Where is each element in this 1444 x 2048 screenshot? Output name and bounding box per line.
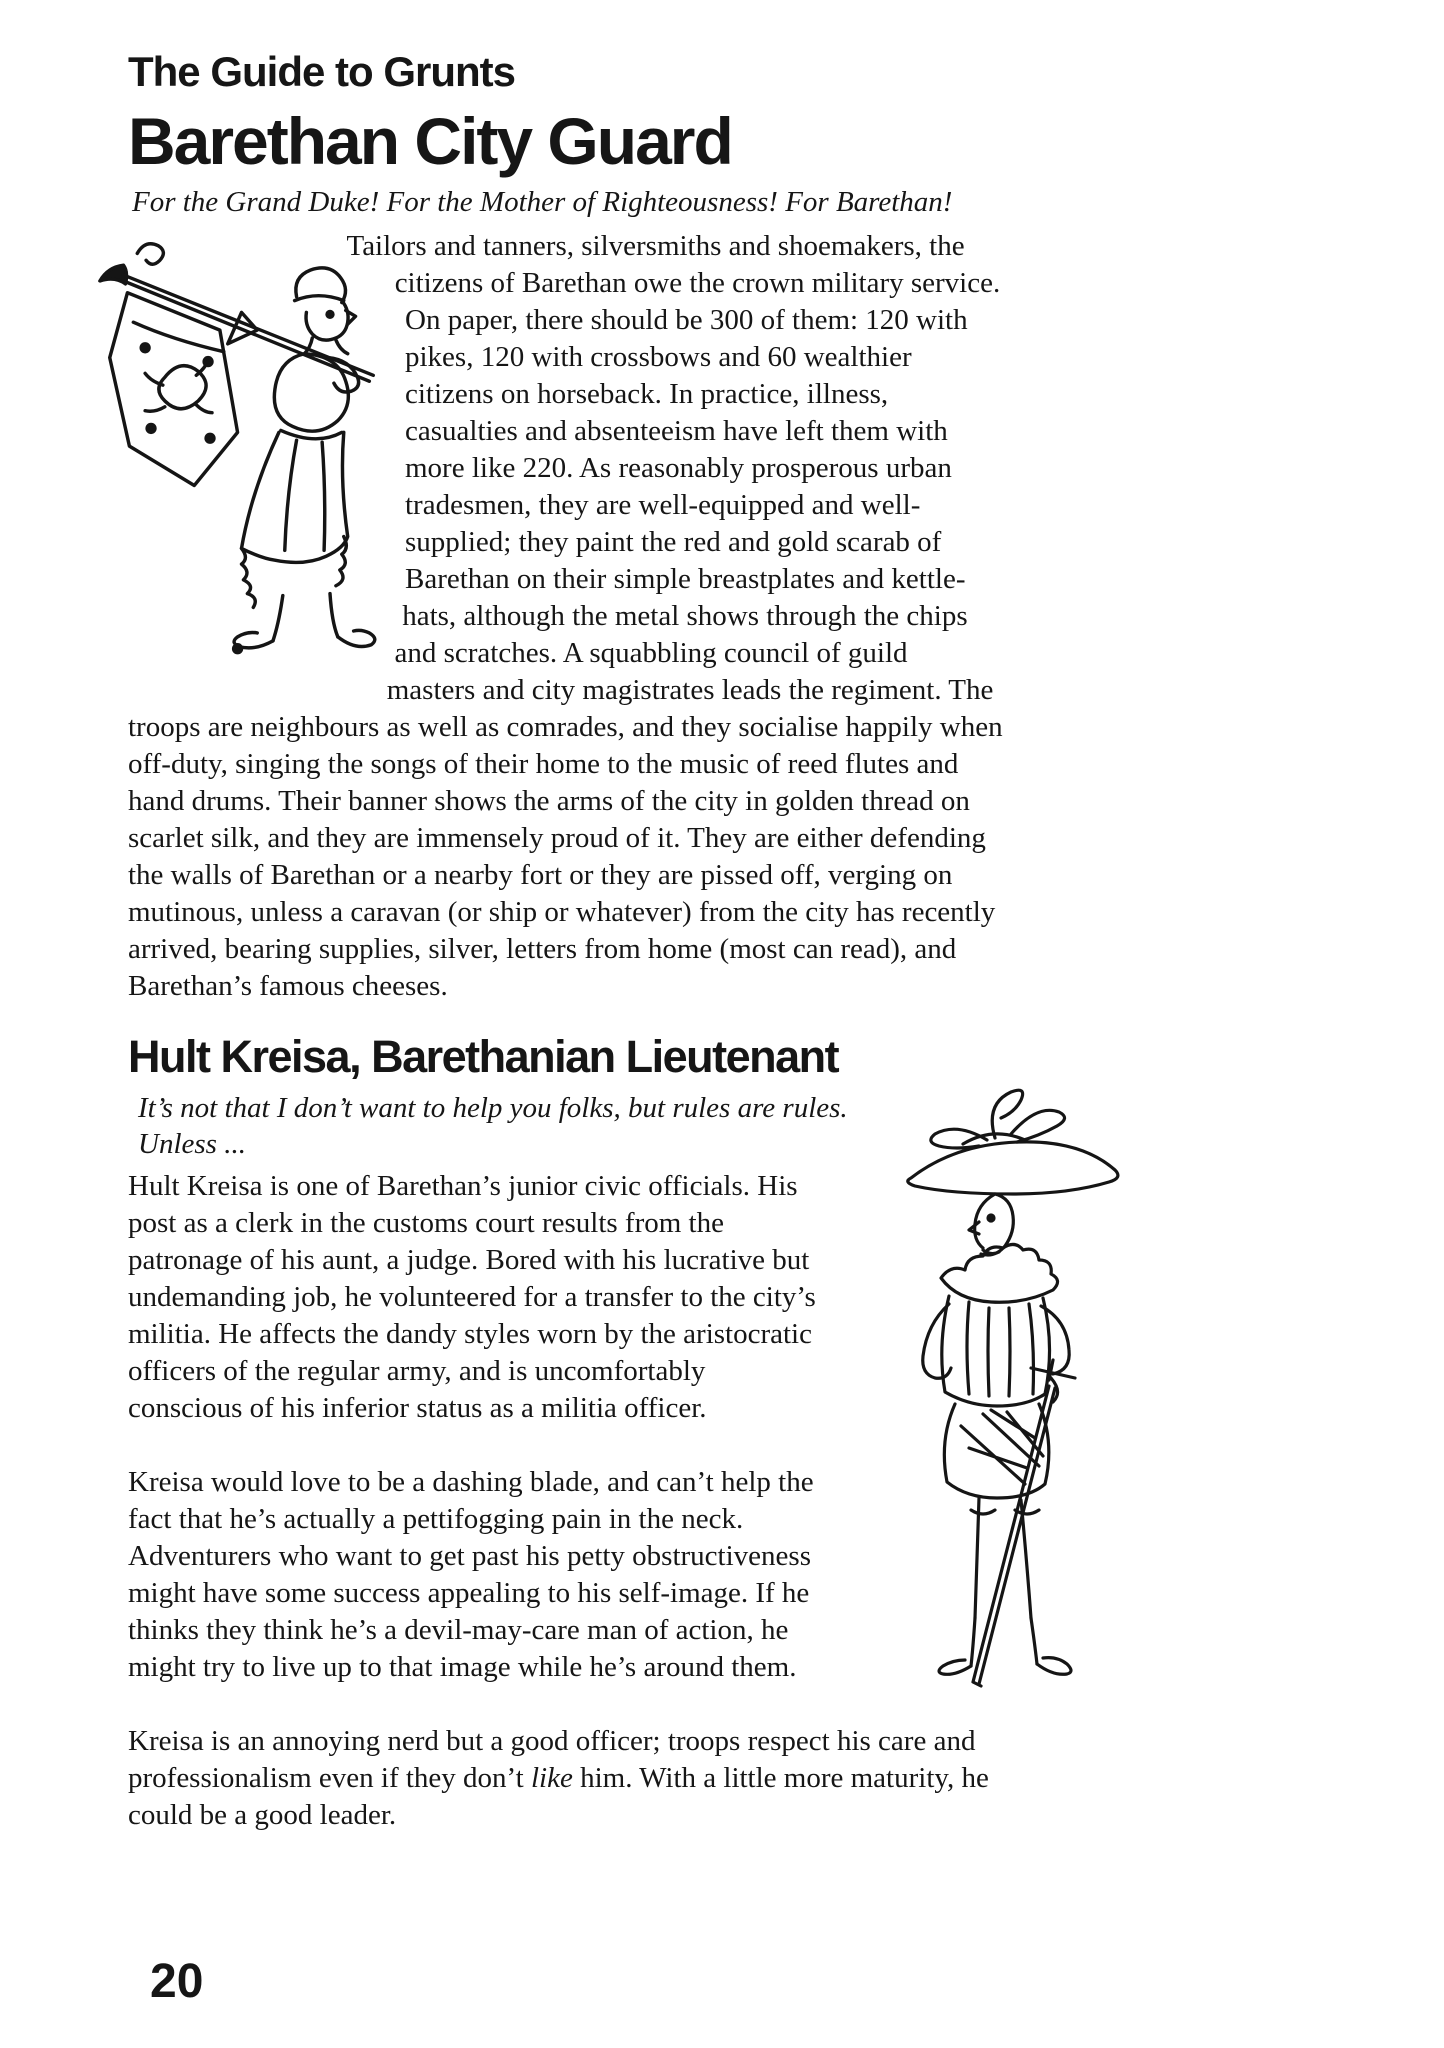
intro-paragraph-block xyxy=(128,228,1003,1005)
lieutenant-section xyxy=(128,1090,1003,1834)
page-title: Barethan City Guard xyxy=(128,104,732,179)
lieutenant-illustration-drawing xyxy=(845,1082,1145,1717)
lieutenant-illustration xyxy=(845,1082,1145,1717)
paragraph-3-text: Kreisa is an annoying nerd but a good officer; troops respect his care and professionalism even if they don’t xyxy=(128,1725,976,1795)
section-quote: It’s not that I don’t want to help you folks, but rules are rules. Unless ... xyxy=(138,1092,848,1161)
lieutenant-paragraph-3 xyxy=(128,1723,1003,1834)
lieutenant-paragraph-2: Kreisa would love to be a dashing blade, and can’t help the fact that he’s actually a pettifogging pain in the neck. Adventurers who want to get past his petty obstructiveness might have some success appealing to his self-image. If he thinks they think he’s a devil-may-care man of action, he might try to live up to that image while he’s around them. xyxy=(128,1466,814,1684)
section-heading: Hult Kreisa, Barethanian Lieutenant xyxy=(128,1031,839,1083)
page-kicker: The Guide to Grunts xyxy=(128,48,515,95)
paragraph-3-italic-word: like xyxy=(530,1762,573,1795)
guard-banner-illustration xyxy=(94,224,389,684)
page-number: 20 xyxy=(150,1955,204,2008)
intro-paragraph: Tailors and tanners, silversmiths and shoemakers, the citizens of Barethan owe the crown military service. On paper, there should be 300 of them: 120 with pikes, 120 with crossbows and 60 wealthier citizens on horseback. In practice, illness, casualties and absenteeism have left them with more like 220. As reasonably prosperous urban tradesmen, they are well-equipped and well-supplied; they paint the red and gold scarab of Barethan on their simple breastplates and kettle-hats, although the metal shows through the chips and scratches. A squabbling council of guild masters and city magistrates leads the regiment. The troops are neighbours as well as comrades, and they socialise happily when off-duty, singing the songs of their home to the music of reed flutes and hand drums. Their banner shows the arms of the city in golden thread on scarlet silk, and they are immensely proud of it. They are either defending the walls of Barethan or a nearby fort or they are pissed off, verging on mutinous, unless a caravan (or ship or whatever) from the city has recently arrived, bearing supplies, silver, letters from home (most can read), and Barethan’s famous cheeses. xyxy=(128,230,1003,1003)
guard-banner-illustration-drawing xyxy=(94,224,389,684)
tagline: For the Grand Duke! For the Mother of Righteousness! For Barethan! xyxy=(132,186,953,219)
paragraph-3-text-end: him. With a little more maturity, he could be a good leader. xyxy=(128,1762,989,1832)
lieutenant-paragraph-1: Hult Kreisa is one of Barethan’s junior civic officials. His post as a clerk in the customs court results from the patronage of his aunt, a judge. Bored with his lucrative but undemanding job, he volunteered for a transfer to the city’s militia. He affects the dandy styles worn by the aristocratic officers of the regular army, and is uncomfortably conscious of his inferior status as a militia officer. xyxy=(128,1170,816,1425)
page-content xyxy=(128,50,1003,1834)
